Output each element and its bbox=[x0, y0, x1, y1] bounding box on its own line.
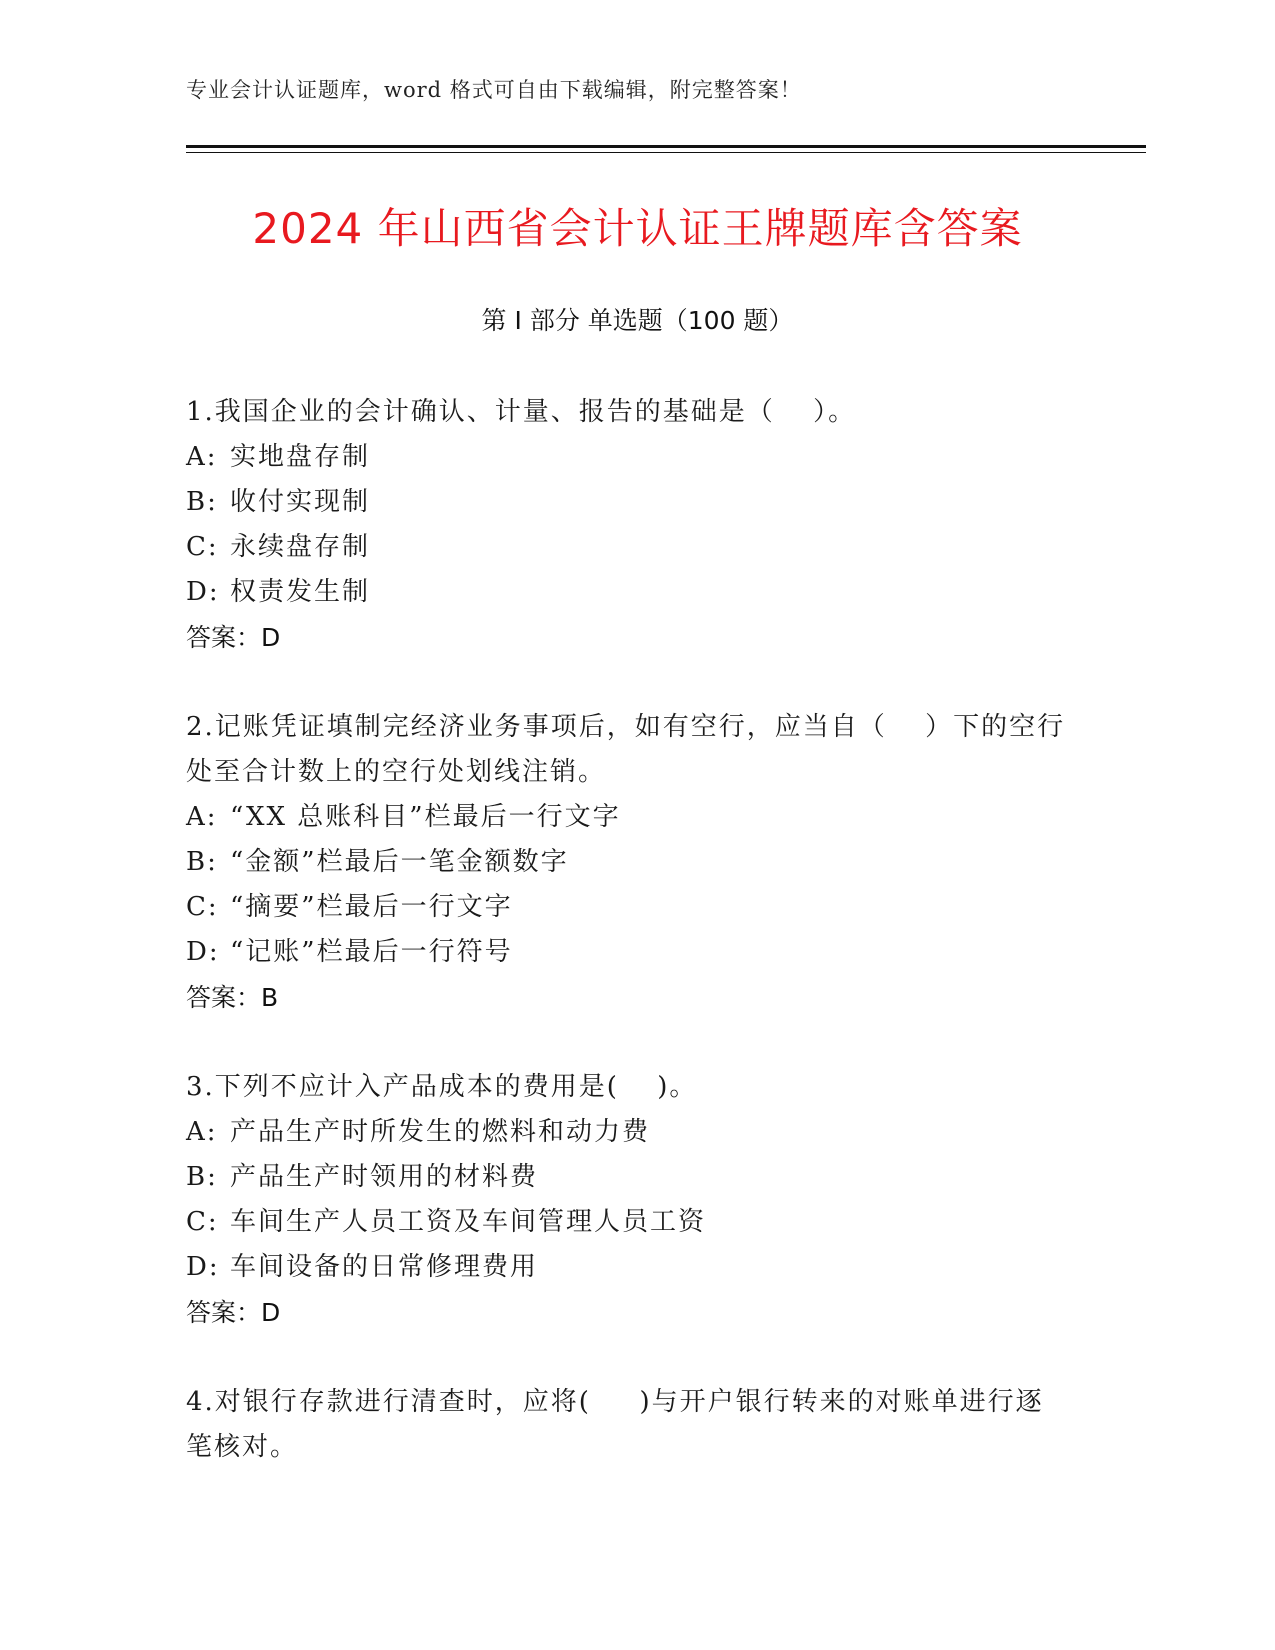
option-text: 车间生产人员工资及车间管理人员工资 bbox=[230, 1207, 707, 1237]
option-a bbox=[186, 435, 1066, 480]
option-c bbox=[186, 1200, 1066, 1245]
option-text: 收付实现制 bbox=[230, 487, 371, 517]
answer-line: 答案：D bbox=[186, 623, 281, 652]
option-a bbox=[186, 1110, 1066, 1155]
option-letter: C: bbox=[186, 892, 219, 922]
option-letter: C: bbox=[186, 532, 219, 562]
question-stem: 4.对银行存款进行清查时，应将( )与开户银行转来的对账单进行逐笔核对。 bbox=[186, 1387, 1044, 1462]
option-letter: D: bbox=[186, 937, 220, 967]
question-list bbox=[186, 390, 1066, 1515]
header-note: 专业会计认证题库，word 格式可自由下载编辑，附完整答案！ bbox=[186, 78, 802, 102]
option-text: 永续盘存制 bbox=[230, 532, 371, 562]
option-c bbox=[186, 885, 1066, 930]
question-4 bbox=[186, 1380, 1066, 1470]
question-stem: 2.记账凭证填制完经济业务事项后，如有空行，应当自（ ）下的空行处至合计数上的空行处划线注销。 bbox=[186, 712, 1066, 787]
header-rule-thick bbox=[186, 145, 1146, 148]
option-letter: A: bbox=[186, 802, 218, 832]
question-3 bbox=[186, 1065, 1066, 1335]
option-letter: D: bbox=[186, 577, 220, 607]
option-letter: B: bbox=[186, 487, 218, 517]
answer-line: 答案：D bbox=[186, 1298, 281, 1327]
option-text: 产品生产时所发生的燃料和动力费 bbox=[230, 1117, 651, 1147]
option-b bbox=[186, 480, 1066, 525]
option-text: 实地盘存制 bbox=[230, 442, 371, 472]
question-stem: 1.我国企业的会计确认、计量、报告的基础是（ ）。 bbox=[186, 397, 857, 427]
option-letter: A: bbox=[186, 442, 218, 472]
option-text: “摘要”栏最后一行文字 bbox=[230, 892, 513, 922]
header-rule-thin bbox=[186, 152, 1146, 153]
option-c bbox=[186, 525, 1066, 570]
section-title: 第 I 部分 单选题（100 题） bbox=[481, 306, 794, 335]
option-letter: A: bbox=[186, 1117, 218, 1147]
option-text: “金额”栏最后一笔金额数字 bbox=[230, 847, 569, 877]
option-letter: C: bbox=[186, 1207, 219, 1237]
option-text: 产品生产时领用的材料费 bbox=[230, 1162, 539, 1192]
question-2 bbox=[186, 705, 1066, 1020]
answer-line: 答案：B bbox=[186, 983, 279, 1012]
option-letter: B: bbox=[186, 1162, 218, 1192]
option-d bbox=[186, 1245, 1066, 1290]
question-stem: 3.下列不应计入产品成本的费用是( )。 bbox=[186, 1072, 698, 1102]
option-text: “XX 总账科目”栏最后一行文字 bbox=[230, 802, 621, 832]
option-text: “记账”栏最后一行符号 bbox=[230, 937, 513, 967]
option-a bbox=[186, 795, 1066, 840]
option-b bbox=[186, 840, 1066, 885]
option-text: 车间设备的日常修理费用 bbox=[230, 1252, 539, 1282]
option-letter: D: bbox=[186, 1252, 220, 1282]
document-title: 2024 年山西省会计认证王牌题库含答案 bbox=[252, 204, 1023, 253]
option-text: 权责发生制 bbox=[230, 577, 371, 607]
option-d bbox=[186, 570, 1066, 615]
option-b bbox=[186, 1155, 1066, 1200]
option-d bbox=[186, 930, 1066, 975]
question-1 bbox=[186, 390, 1066, 660]
option-letter: B: bbox=[186, 847, 218, 877]
